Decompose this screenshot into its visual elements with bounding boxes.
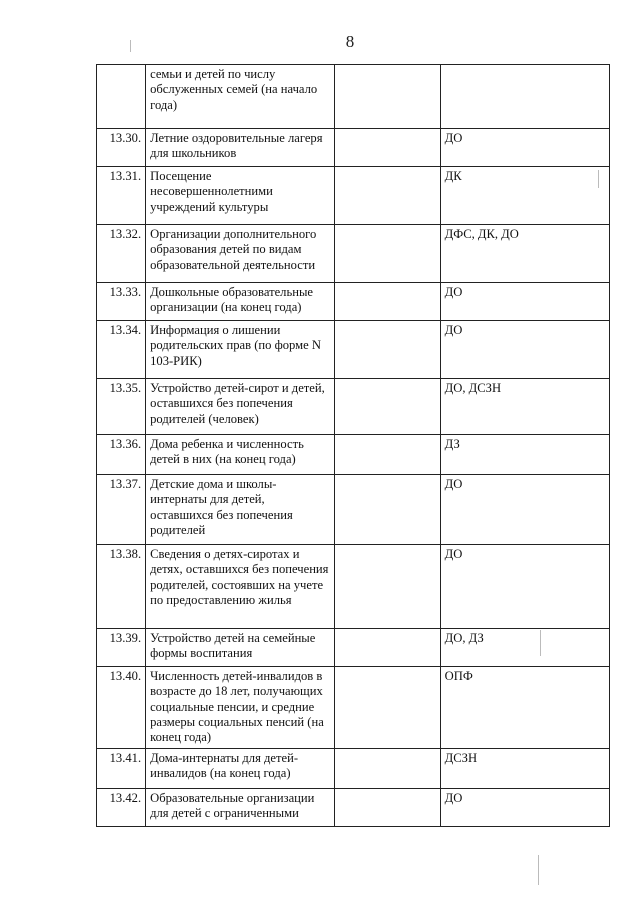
row-name: Устройство детей на семейные формы воспитания (146, 629, 335, 667)
row-name: Образовательные организации для детей с ограниченными (146, 789, 335, 827)
row-organization: ДО, ДСЗН (440, 379, 609, 435)
row-blank-cell (335, 129, 440, 167)
row-blank-cell (335, 545, 440, 629)
row-blank-cell (335, 225, 440, 283)
row-name: Дошкольные образовательные организации (на конец года) (146, 283, 335, 321)
row-blank-cell (335, 283, 440, 321)
row-organization: ДО (440, 129, 609, 167)
row-organization: ДО (440, 283, 609, 321)
row-number: 13.33. (97, 283, 146, 321)
table-row (97, 789, 610, 827)
row-number: 13.30. (97, 129, 146, 167)
row-number: 13.40. (97, 667, 146, 749)
table-row (97, 667, 610, 749)
row-name: Детские дома и школы-интернаты для детей, оставшихся без попечения родителей (146, 475, 335, 545)
table-row (97, 475, 610, 545)
row-blank-cell (335, 629, 440, 667)
row-number: 13.32. (97, 225, 146, 283)
row-name: Летние оздоровительные лагеря для школьников (146, 129, 335, 167)
row-number: 13.41. (97, 749, 146, 789)
page-number: 8 (345, 32, 355, 51)
table-row (97, 167, 610, 225)
row-organization: ОПФ (440, 667, 609, 749)
row-blank-cell (335, 65, 440, 129)
table-row (97, 749, 610, 789)
row-number: 13.31. (97, 167, 146, 225)
row-name: Устройство детей-сирот и детей, оставшихся без попечения родителей (человек) (146, 379, 335, 435)
row-number: 13.38. (97, 545, 146, 629)
row-number: 13.39. (97, 629, 146, 667)
row-organization: ДО, ДЗ (440, 629, 609, 667)
row-name: Сведения о детях-сиротах и детях, оставшихся без попечения родителей, состоявших на учете по предоставлению жилья (146, 545, 335, 629)
table-row (97, 283, 610, 321)
statistics-table (96, 64, 610, 827)
row-name: Посещение несовершеннолетними учреждений культуры (146, 167, 335, 225)
row-blank-cell (335, 379, 440, 435)
row-organization: ДО (440, 789, 609, 827)
row-organization: ДК (440, 167, 609, 225)
row-number: 13.34. (97, 321, 146, 379)
scan-speck (538, 855, 539, 885)
row-number: 13.42. (97, 789, 146, 827)
table-row (97, 129, 610, 167)
scan-speck (130, 40, 131, 52)
table-row (97, 379, 610, 435)
table-row (97, 65, 610, 129)
row-name: Дома ребенка и численность детей в них (на конец года) (146, 435, 335, 475)
row-name: Организации дополнительного образования детей по видам образовательной деятельности (146, 225, 335, 283)
row-organization: ДО (440, 321, 609, 379)
row-name: Дома-интернаты для детей-инвалидов (на конец года) (146, 749, 335, 789)
row-blank-cell (335, 435, 440, 475)
row-name: семьи и детей по числу обслуженных семей (на начало года) (146, 65, 335, 129)
row-number: 13.36. (97, 435, 146, 475)
row-blank-cell (335, 167, 440, 225)
row-organization: ДО (440, 545, 609, 629)
row-blank-cell (335, 321, 440, 379)
row-blank-cell (335, 475, 440, 545)
row-number (97, 65, 146, 129)
row-blank-cell (335, 749, 440, 789)
row-name: Численность детей-инвалидов в возрасте до 18 лет, получающих социальные пенсии, и средние размеры социальных пенсий (на конец года) (146, 667, 335, 749)
row-organization: ДСЗН (440, 749, 609, 789)
table-row (97, 225, 610, 283)
row-organization: ДО (440, 475, 609, 545)
row-organization: ДФС, ДК, ДО (440, 225, 609, 283)
table-row (97, 629, 610, 667)
row-number: 13.35. (97, 379, 146, 435)
scan-speck (598, 170, 599, 188)
row-blank-cell (335, 789, 440, 827)
table-row (97, 435, 610, 475)
row-organization: ДЗ (440, 435, 609, 475)
row-number: 13.37. (97, 475, 146, 545)
row-name: Информация о лишении родительских прав (по форме N 103-РИК) (146, 321, 335, 379)
row-blank-cell (335, 667, 440, 749)
table-row (97, 545, 610, 629)
row-organization (440, 65, 609, 129)
table-row (97, 321, 610, 379)
scan-speck (540, 630, 541, 656)
